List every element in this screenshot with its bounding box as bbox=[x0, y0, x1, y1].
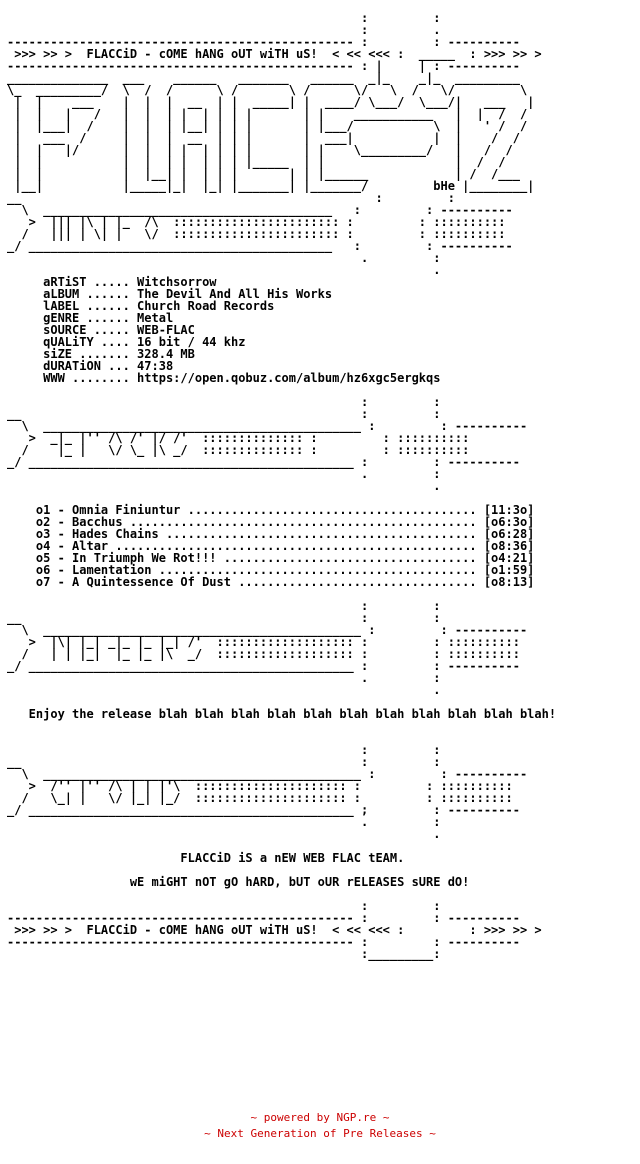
nfo-line: : : bbox=[7, 899, 441, 913]
nfo-line: __ : : bbox=[7, 755, 441, 769]
nfo-line: >>> >> > FLACCiD - cOME hANG oUT wiTH uS! < << <<< : : >>> >> > bbox=[7, 923, 542, 937]
nfo-line: ------------------------------------------------ : : ---------- bbox=[7, 35, 520, 49]
nfo-line: \ ________________________________________ : : ---------- bbox=[7, 203, 513, 217]
nfo-line: | | |/ | | | | | | | | | | \_________/ | / / bbox=[7, 143, 513, 157]
nfo-line: qUALiTY .... 16 bit / 44 khz bbox=[7, 335, 246, 349]
nfo-line: . bbox=[7, 263, 441, 277]
nfo-line: . bbox=[7, 479, 441, 493]
nfo-line: . : bbox=[7, 815, 441, 829]
nfo-line: sOURCE ..... WEB-FLAC bbox=[7, 323, 195, 337]
nfo-line: . : bbox=[7, 671, 441, 685]
nfo-line: aLBUM ...... The Devil And All His Works bbox=[7, 287, 333, 301]
nfo-line: | |___| / | | | |__| | | | | |___/ \ | ' / / bbox=[7, 119, 528, 133]
nfo-line: >>> >> > FLACCiD - cOME hANG oUT wiTH uS! < << <<< : _____ : >>> >> > bbox=[7, 47, 542, 61]
nfo-line: o4 - Altar .................................................. [o8:36] bbox=[7, 539, 535, 553]
nfo-line: . : bbox=[7, 251, 441, 265]
nfo-line: _/ __________________________________________ : : ---------- bbox=[7, 239, 513, 253]
nfo-line: . bbox=[7, 683, 441, 697]
nfo-line: dURATiON ... 47:38 bbox=[7, 359, 174, 373]
nfo-line: __ : : bbox=[7, 407, 441, 421]
nfo-line: \_ _________/ \ / / \ / \ / \/ \ / \/ \ bbox=[7, 83, 528, 97]
nfo-line: _/ _____________________________________________ ; : ---------- bbox=[7, 803, 520, 817]
nfo-line: : : bbox=[7, 743, 441, 757]
nfo-line: ------------------------------------------------ : : ---------- bbox=[7, 935, 520, 949]
nfo-line: siZE ....... 328.4 MB bbox=[7, 347, 195, 361]
nfo-line: Enjoy the release blah blah blah blah blah blah blah blah blah blah blah! bbox=[7, 707, 557, 721]
nfo-line: . bbox=[7, 827, 441, 841]
ngp-tagline-text: ~ Next Generation of Pre Releases ~ bbox=[204, 1127, 436, 1140]
nfo-line: \ ____________________________________________ : : ---------- bbox=[7, 767, 528, 781]
nfo-line: > /'' |'' /\ | | |'\ ::::::::::::::::::::: : : :::::::::: bbox=[7, 779, 513, 793]
nfo-line: __ : : bbox=[7, 611, 441, 625]
nfo-line: _/ _____________________________________________ : : ---------- bbox=[7, 659, 520, 673]
nfo-line: : : bbox=[7, 599, 441, 613]
nfo-line: \ ____________________________________________ : : ---------- bbox=[7, 623, 528, 637]
nfo-line: :_________: bbox=[7, 947, 441, 961]
nfo-line: > |\| |_| _|_ |_ |_| /' ::::::::::::::::::: : : :::::::::: bbox=[7, 635, 520, 649]
nfo-line: o2 - Bacchus ................................................ [o6:3o] bbox=[7, 515, 535, 529]
nfo-line: gENRE ...... Metal bbox=[7, 311, 174, 325]
nfo-line: WWW ........ https://open.qobuz.com/album/hz6xgc5ergkqs bbox=[7, 371, 441, 385]
nfo-line: o5 - In Triumph We Rot!!! ................................... [o4:21] bbox=[7, 551, 535, 565]
nfo-line: | ___ / | | | __ | | | | ___| | | / / bbox=[7, 131, 520, 145]
nfo-line: / |_ | \/ \_ |\ _/ :::::::::::::: : : :::::::::: bbox=[7, 443, 470, 457]
nfo-line: o3 - Hades Chains ........................................... [o6:28] bbox=[7, 527, 535, 541]
nfo-line: \ ____________________________________________ : : ---------- bbox=[7, 419, 528, 433]
nfo-line: __ : : bbox=[7, 191, 455, 205]
nfo-line: / \_| | \/ |_| |_/ ::::::::::::::::::::: : : :::::::::: bbox=[7, 791, 513, 805]
nfo-line: | | ___ | | | __ | | _____| | ____/ \___/ \___/| ___ | bbox=[7, 95, 535, 109]
nfo-line: | | | |__| | | | | | | |______ | / /___ bbox=[7, 167, 520, 181]
nfo-line: lABEL ...... Church Road Records bbox=[7, 299, 275, 313]
nfo-line: | | | / | | | | | | | | | | ___________ | | / / bbox=[7, 107, 528, 121]
nfo-line: / | | |_| |_ |_ |\ _/ ::::::::::::::::::: : : :::::::::: bbox=[7, 647, 520, 661]
nfo-line: . : bbox=[7, 467, 441, 481]
nfo-line: | | | | | | | | | |_____ | | | / / bbox=[7, 155, 506, 169]
powered-by-text: ~ powered by NGP.re ~ bbox=[250, 1111, 390, 1124]
nfo-line: |__| |_____|_| |_| |_______| |_______/ bHe |________| bbox=[7, 179, 535, 193]
nfo-line: ------------------------------------------------ : : ---------- bbox=[7, 911, 520, 925]
nfo-line: : : bbox=[7, 395, 441, 409]
nfo-line: ------------------------------------------------ : | | : ---------- bbox=[7, 59, 520, 73]
nfo-line: / ||| | \| | \/ ::::::::::::::::::::::: : : :::::::::: bbox=[7, 227, 506, 241]
nfo-line: _/ _____________________________________________ : : ---------- bbox=[7, 455, 520, 469]
nfo-line: aRTiST ..... Witchsorrow bbox=[7, 275, 217, 289]
nfo-line: o1 - Omnia Finiuntur ........................................ [11:3o] bbox=[7, 503, 535, 517]
nfo-line: > ||| |\ | |_ /\ ::::::::::::::::::::::: : : :::::::::: bbox=[7, 215, 506, 229]
nfo-line: o6 - Lamentation ............................................ [o1:59] bbox=[7, 563, 535, 577]
nfo-line: > _|_ |'' /\ /' |/ /' :::::::::::::: : : :::::::::: bbox=[7, 431, 470, 445]
nfo-line: : . bbox=[7, 23, 441, 37]
nfo-line: : : bbox=[7, 11, 441, 25]
nfo-line: wE miGHT nOT gO hARD, bUT oUR rELEASES sURE dO! bbox=[7, 875, 470, 889]
nfo-line: o7 - A Quintessence Of Dust ................................. [o8:13] bbox=[7, 575, 535, 589]
nfo-line: ______________ ___ ______ _______ ______ _|_ _|_ _________ bbox=[7, 71, 520, 85]
nfo-line: FLACCiD iS a nEW WEB FLAC tEAM. bbox=[7, 851, 405, 865]
footer bbox=[0, 1110, 640, 1142]
nfo-text bbox=[7, 12, 556, 960]
